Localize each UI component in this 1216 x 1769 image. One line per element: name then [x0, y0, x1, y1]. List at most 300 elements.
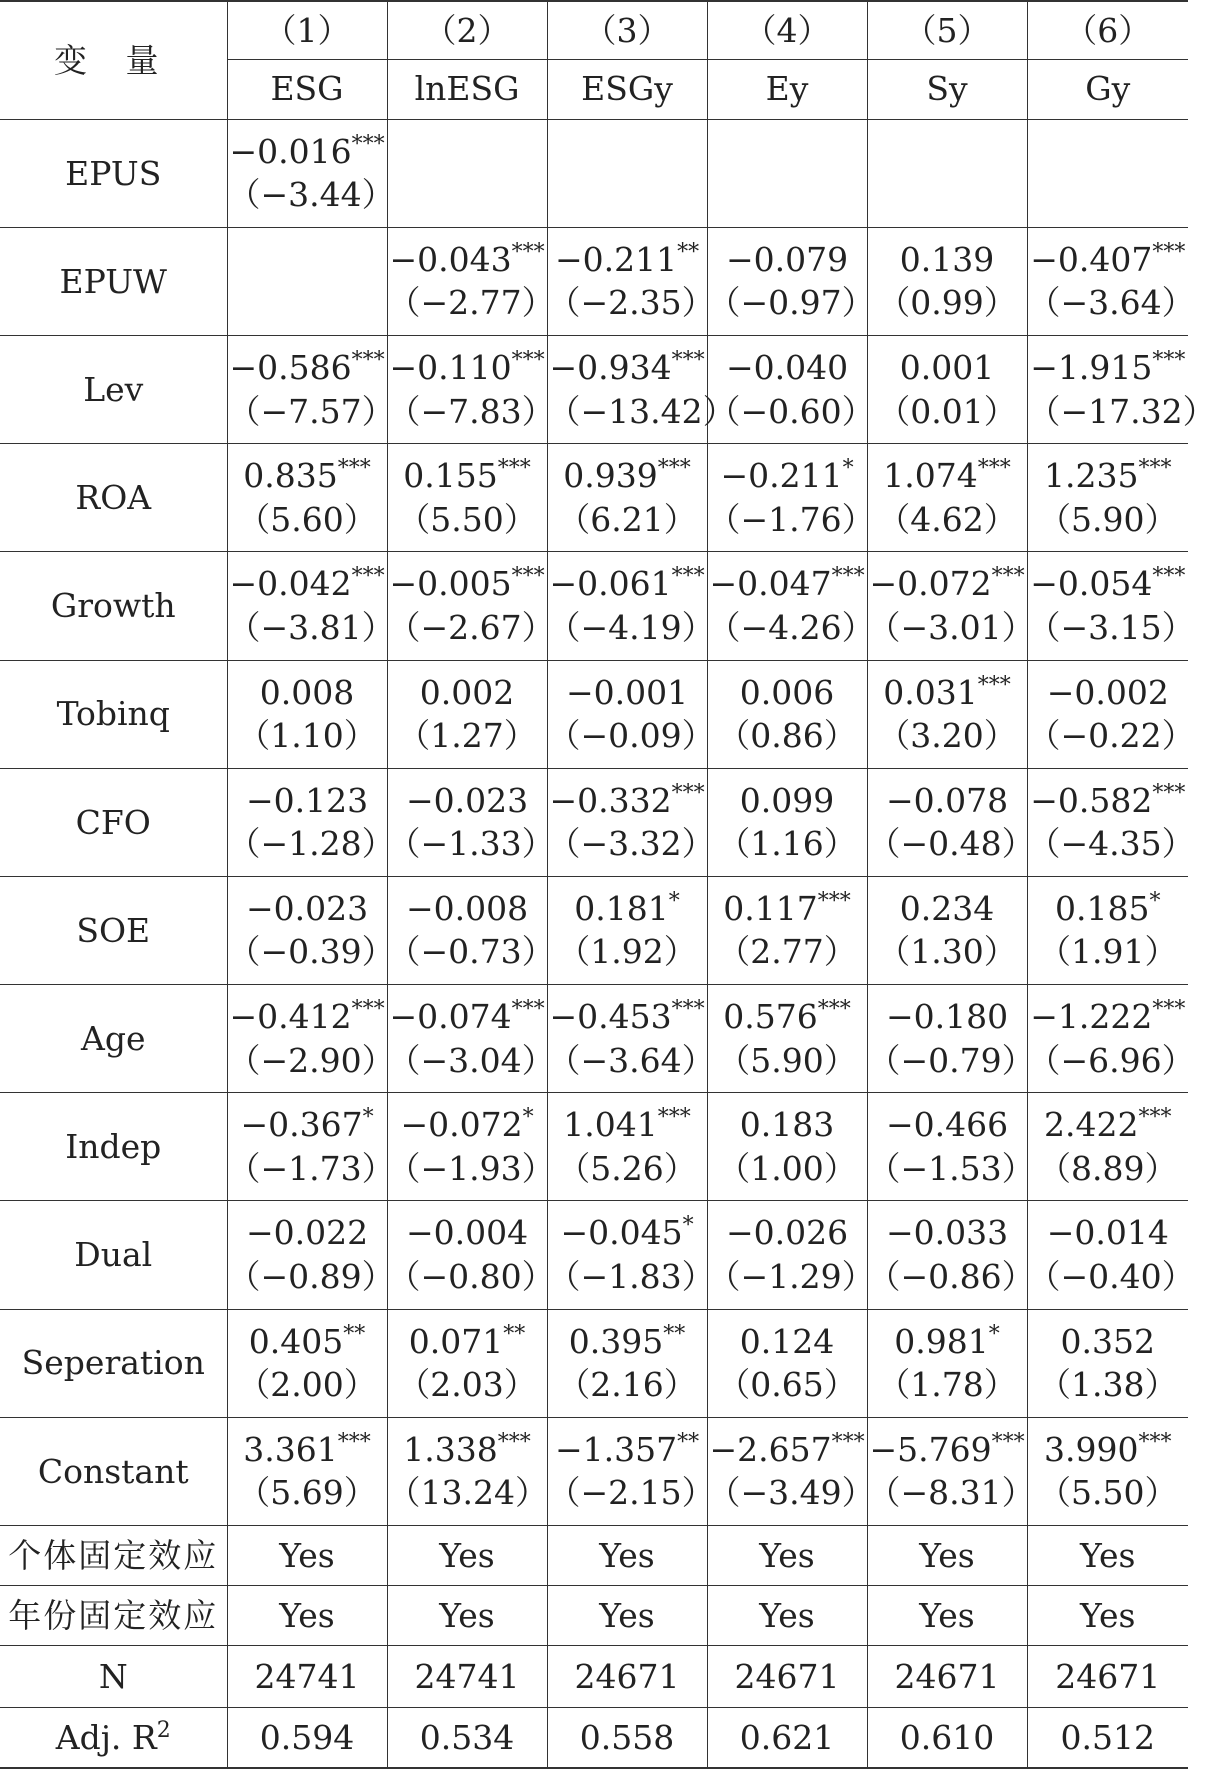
significance-stars: ***	[671, 564, 705, 590]
result-cell	[867, 444, 1027, 552]
variable-name: EPUS	[0, 119, 227, 227]
result-cell	[867, 985, 1035, 1093]
variable-name: Growth	[0, 552, 227, 660]
t-statistic: （2.03）	[397, 1365, 537, 1405]
coefficient	[548, 1428, 707, 1472]
result-cell	[867, 1201, 1035, 1309]
result-cell	[1027, 119, 1188, 227]
coefficient	[1028, 1428, 1189, 1472]
variable-name: EPUW	[0, 227, 227, 335]
footer-value: Yes	[227, 1525, 387, 1585]
coefficient	[388, 1103, 547, 1147]
coefficient-value: 0.139	[899, 239, 995, 279]
t-statistic: （−7.57）	[227, 391, 395, 431]
coefficient	[228, 1320, 387, 1364]
t-statistic: （5.90）	[717, 1040, 857, 1080]
coefficient	[868, 454, 1027, 498]
footer-value: 24741	[387, 1646, 547, 1708]
t-statistic: （5.50）	[1038, 1473, 1178, 1513]
result-cell	[547, 660, 715, 768]
result-cell	[387, 876, 555, 984]
coefficient-value: 2.422	[1044, 1105, 1139, 1145]
table-row	[0, 1093, 1188, 1201]
result-cell	[867, 227, 1027, 335]
coefficient-value: 3.361	[243, 1429, 338, 1469]
t-statistic: （1.27）	[397, 716, 537, 756]
coefficient	[868, 562, 1027, 606]
t-statistic: （−0.89）	[227, 1256, 395, 1296]
result-cell	[227, 1201, 395, 1309]
coefficient-value: −0.043	[389, 239, 512, 279]
result-cell	[227, 336, 395, 444]
coefficient-value: 0.124	[739, 1321, 835, 1361]
result-cell	[1027, 552, 1195, 660]
result-cell	[867, 119, 1027, 227]
significance-stars: ***	[497, 456, 531, 482]
coefficient-value: −0.040	[725, 348, 849, 388]
coefficient-value: −0.054	[1030, 564, 1153, 604]
result-cell	[227, 1093, 395, 1201]
coefficient	[1028, 238, 1189, 282]
coefficient	[388, 1428, 547, 1472]
result-cell	[227, 1417, 387, 1525]
significance-stars: *	[988, 1321, 1000, 1347]
coefficient	[1028, 887, 1189, 931]
result-cell	[547, 1201, 715, 1309]
coefficient-value: −2.657	[709, 1429, 832, 1469]
result-cell	[387, 1201, 555, 1309]
variable-name: CFO	[0, 768, 227, 876]
significance-stars: ***	[831, 1429, 865, 1455]
table-row	[0, 660, 1188, 768]
result-cell	[547, 985, 715, 1093]
footer-value: Yes	[227, 1586, 387, 1646]
t-statistic: （−13.42）	[547, 391, 736, 431]
coefficient	[1028, 454, 1189, 498]
result-cell	[707, 227, 875, 335]
coefficient	[868, 887, 1027, 931]
footer-value: 24671	[1027, 1646, 1188, 1708]
footer-value: 0.594	[227, 1708, 387, 1768]
footer-value: 24671	[867, 1646, 1027, 1708]
result-cell	[707, 1093, 867, 1201]
significance-stars: ***	[1138, 1429, 1172, 1455]
significance-stars: ***	[671, 780, 705, 806]
coefficient	[388, 887, 547, 931]
table-row	[0, 119, 1188, 227]
t-statistic: （0.99）	[877, 283, 1017, 323]
table-row	[0, 985, 1188, 1093]
coefficient	[228, 130, 387, 174]
result-cell	[867, 768, 1035, 876]
variable-name: Tobinq	[0, 660, 227, 768]
t-statistic: （3.20）	[877, 716, 1017, 756]
result-cell	[227, 768, 395, 876]
result-cell	[387, 119, 547, 227]
result-cell	[1027, 660, 1195, 768]
t-statistic: （1.16）	[717, 824, 857, 864]
coefficient	[388, 671, 547, 715]
table-row	[0, 336, 1188, 444]
table-row	[0, 876, 1188, 984]
t-statistic: （1.00）	[717, 1148, 857, 1188]
coefficient	[708, 562, 867, 606]
result-cell	[1027, 444, 1188, 552]
t-statistic: （2.77）	[717, 932, 857, 972]
t-statistic: （−3.01）	[867, 607, 1035, 647]
variable-name: Seperation	[0, 1309, 227, 1417]
col-number: （3）	[547, 1, 707, 59]
coefficient-value: 0.099	[739, 780, 835, 820]
coefficient-value: −0.211	[720, 456, 843, 496]
result-cell	[547, 1309, 707, 1417]
result-cell	[1027, 876, 1188, 984]
coefficient	[1028, 779, 1189, 823]
coefficient-value: 0.981	[894, 1321, 989, 1361]
t-statistic: （5.26）	[557, 1148, 697, 1188]
t-statistic: （−0.40）	[1027, 1256, 1195, 1296]
footer-value: Yes	[707, 1525, 867, 1585]
t-statistic: （−4.26）	[707, 607, 875, 647]
t-statistic: （1.78）	[877, 1365, 1017, 1405]
t-statistic: （−1.83）	[547, 1256, 715, 1296]
significance-stars: *	[682, 1213, 694, 1239]
t-statistic: （−4.19）	[547, 607, 715, 647]
coefficient	[388, 995, 547, 1039]
result-cell	[387, 1093, 555, 1201]
significance-stars: **	[677, 1429, 700, 1455]
coefficient-value: 1.338	[403, 1429, 498, 1469]
coefficient	[228, 779, 387, 823]
significance-stars: ***	[1152, 348, 1186, 374]
t-statistic: （−0.97）	[707, 283, 875, 323]
coefficient-value: 0.234	[899, 888, 995, 928]
significance-stars: ***	[511, 564, 545, 590]
result-cell	[387, 552, 555, 660]
coefficient-value: −0.001	[565, 672, 689, 712]
coefficient-value: 0.183	[739, 1105, 835, 1145]
variable-name: Indep	[0, 1093, 227, 1201]
table-row	[0, 227, 1188, 335]
coefficient	[228, 995, 387, 1039]
coefficient-value: −0.002	[1046, 672, 1169, 712]
t-statistic: （−1.93）	[387, 1148, 555, 1188]
coefficient	[868, 1428, 1027, 1472]
coefficient	[548, 562, 707, 606]
coefficient	[708, 238, 867, 282]
significance-stars: ***	[1152, 997, 1186, 1023]
significance-stars: ***	[351, 348, 385, 374]
significance-stars: ***	[511, 348, 545, 374]
result-cell	[547, 768, 715, 876]
footer-value: 0.512	[1027, 1708, 1188, 1768]
coefficient-value: −1.915	[1030, 348, 1153, 388]
result-cell	[227, 660, 387, 768]
significance-stars: ***	[1152, 564, 1186, 590]
t-statistic: （−1.33）	[387, 824, 555, 864]
coefficient	[548, 454, 707, 498]
coefficient	[228, 454, 387, 498]
t-statistic: （5.60）	[237, 499, 377, 539]
coefficient-value: −0.332	[549, 780, 672, 820]
t-statistic: （−1.76）	[707, 499, 875, 539]
result-cell	[387, 1309, 547, 1417]
coefficient-value: −5.769	[869, 1429, 992, 1469]
col-number: （2）	[387, 1, 547, 59]
significance-stars: ***	[497, 1429, 531, 1455]
footer-value: Yes	[547, 1525, 707, 1585]
coefficient	[1028, 1103, 1189, 1147]
significance-stars: **	[343, 1321, 366, 1347]
coefficient-value: −0.061	[549, 564, 672, 604]
significance-stars: ***	[657, 456, 691, 482]
result-cell	[1027, 985, 1195, 1093]
footer-value: 0.558	[547, 1708, 707, 1768]
t-statistic: （2.16）	[557, 1365, 697, 1405]
coefficient-value: −0.586	[229, 348, 352, 388]
significance-stars: ***	[977, 456, 1011, 482]
t-statistic: （−0.22）	[1027, 716, 1195, 756]
coefficient-value: −0.110	[389, 348, 512, 388]
coefficient	[388, 346, 547, 390]
result-cell	[707, 1309, 867, 1417]
significance-stars: ***	[1152, 780, 1186, 806]
result-cell	[867, 336, 1027, 444]
coefficient-value: −0.016	[229, 131, 352, 171]
adj-r2-row	[0, 1708, 1188, 1768]
col-name: ESG	[227, 59, 387, 119]
t-statistic: （−0.60）	[707, 391, 875, 431]
result-cell	[387, 985, 555, 1093]
result-cell	[1027, 768, 1195, 876]
t-statistic: （5.50）	[397, 499, 537, 539]
coefficient-value: −1.222	[1030, 997, 1153, 1037]
coefficient-value: 0.181	[574, 888, 669, 928]
coefficient	[708, 887, 867, 931]
coefficient-value: 0.001	[899, 348, 995, 388]
result-cell	[867, 1417, 1035, 1525]
coefficient-value: −1.357	[554, 1429, 678, 1469]
coefficient-value: 1.041	[563, 1105, 658, 1145]
coefficient	[1028, 1320, 1189, 1364]
result-cell	[227, 444, 387, 552]
footer-value: Yes	[1027, 1586, 1188, 1646]
col-name: Gy	[1027, 59, 1188, 119]
result-cell	[387, 1417, 547, 1525]
t-statistic: （−17.32）	[1027, 391, 1216, 431]
result-cell	[867, 1093, 1035, 1201]
t-statistic: （5.90）	[1038, 499, 1178, 539]
coefficient-value: 0.835	[243, 456, 338, 496]
result-cell	[547, 119, 707, 227]
t-statistic: （−1.73）	[227, 1148, 395, 1188]
coefficient-value: −0.453	[549, 997, 672, 1037]
t-statistic: （1.10）	[237, 716, 377, 756]
coefficient-value: 1.074	[883, 456, 978, 496]
col-number: （1）	[227, 1, 387, 59]
significance-stars: ***	[1138, 456, 1172, 482]
result-cell	[867, 660, 1027, 768]
t-statistic: （−0.39）	[227, 932, 395, 972]
t-statistic: （0.86）	[717, 716, 857, 756]
t-statistic: （−1.53）	[867, 1148, 1035, 1188]
result-cell	[1027, 1201, 1195, 1309]
coefficient	[868, 238, 1027, 282]
table-row	[0, 552, 1188, 660]
coefficient-value: −0.078	[885, 780, 1009, 820]
significance-stars: ***	[1152, 239, 1186, 265]
footer-value: Yes	[547, 1586, 707, 1646]
col-number: （5）	[867, 1, 1027, 59]
result-cell	[707, 444, 875, 552]
coefficient	[228, 562, 387, 606]
row-label: N	[0, 1646, 227, 1708]
t-statistic: （2.00）	[237, 1365, 377, 1405]
coefficient-value: 0.031	[883, 672, 978, 712]
result-cell	[867, 552, 1035, 660]
footer-value: 24671	[707, 1646, 867, 1708]
coefficient	[548, 238, 707, 282]
coefficient-value: −0.466	[885, 1105, 1009, 1145]
coefficient	[228, 887, 387, 931]
coefficient	[708, 1211, 867, 1255]
result-cell	[867, 1309, 1027, 1417]
coefficient	[388, 1211, 547, 1255]
coefficient-value: 0.006	[739, 672, 835, 712]
significance-stars: ***	[351, 131, 385, 157]
t-statistic: （1.38）	[1038, 1365, 1178, 1405]
footer-value: Yes	[867, 1586, 1027, 1646]
coefficient-value: 0.185	[1055, 888, 1150, 928]
observations-row	[0, 1646, 1188, 1708]
coefficient-value: 0.002	[419, 672, 515, 712]
footer-value: 0.534	[387, 1708, 547, 1768]
result-cell	[547, 1093, 707, 1201]
t-statistic: （−3.81）	[227, 607, 395, 647]
coefficient-value: 0.395	[568, 1321, 664, 1361]
coefficient	[388, 454, 547, 498]
coefficient-value: −0.582	[1030, 780, 1153, 820]
t-statistic: （6.21）	[557, 499, 697, 539]
result-cell	[387, 227, 555, 335]
coefficient	[228, 1103, 387, 1147]
t-statistic: （1.30）	[877, 932, 1017, 972]
coefficient-value: −0.004	[405, 1213, 529, 1253]
coefficient	[868, 995, 1027, 1039]
t-statistic: （−8.31）	[867, 1473, 1035, 1513]
coefficient	[548, 1320, 707, 1364]
significance-stars: ***	[511, 239, 545, 265]
coefficient-value: 0.008	[259, 672, 355, 712]
coefficient	[708, 1428, 867, 1472]
table-row	[0, 444, 1188, 552]
significance-stars: ***	[657, 1105, 691, 1131]
coefficient-value: 0.576	[723, 997, 818, 1037]
coefficient	[228, 1428, 387, 1472]
coefficient	[708, 1320, 867, 1364]
significance-stars: ***	[351, 564, 385, 590]
coefficient-value: −0.123	[245, 780, 369, 820]
coefficient-value: −0.934	[549, 348, 672, 388]
result-cell	[707, 876, 867, 984]
result-cell	[707, 1201, 875, 1309]
coefficient-value: 0.155	[403, 456, 498, 496]
result-cell	[1027, 336, 1216, 444]
t-statistic: （−1.29）	[707, 1256, 875, 1296]
result-cell	[547, 1417, 715, 1525]
col-name: Ey	[707, 59, 867, 119]
coefficient-value: −0.047	[709, 564, 832, 604]
t-statistic: （−0.09）	[547, 716, 715, 756]
coefficient-value: −0.211	[554, 239, 678, 279]
coefficient-value: −0.014	[1046, 1213, 1169, 1253]
t-statistic: （−2.77）	[387, 283, 555, 323]
result-cell	[227, 876, 395, 984]
t-statistic: （−0.80）	[387, 1256, 555, 1296]
t-statistic: （1.91）	[1038, 932, 1178, 972]
result-cell	[387, 768, 555, 876]
t-statistic: （−4.35）	[1027, 824, 1195, 864]
coefficient	[868, 671, 1027, 715]
significance-stars: *	[522, 1105, 534, 1131]
t-statistic: （−3.04）	[387, 1040, 555, 1080]
result-cell	[387, 444, 547, 552]
coefficient	[548, 887, 707, 931]
coefficient	[708, 346, 867, 390]
coefficient-value: 0.939	[563, 456, 658, 496]
t-statistic: （−3.49）	[707, 1473, 875, 1513]
row-label	[0, 1708, 227, 1768]
coefficient-value: −0.033	[885, 1213, 1009, 1253]
significance-stars: **	[503, 1321, 526, 1347]
col-number: （4）	[707, 1, 867, 59]
footer-value: 24671	[547, 1646, 707, 1708]
significance-stars: *	[362, 1105, 374, 1131]
coefficient	[868, 1320, 1027, 1364]
coefficient	[868, 346, 1027, 390]
coefficient	[1028, 562, 1189, 606]
result-cell	[707, 552, 875, 660]
coefficient	[548, 1211, 707, 1255]
fixed-effect-year-row	[0, 1586, 1188, 1646]
table-row	[0, 768, 1188, 876]
significance-stars: *	[842, 456, 854, 482]
adj-r2-label: Adj. R	[55, 1717, 157, 1757]
significance-stars: ***	[351, 997, 385, 1023]
coefficient-value: 0.117	[723, 888, 818, 928]
coefficient-value: −0.367	[240, 1105, 363, 1145]
variable-name: Constant	[0, 1417, 227, 1525]
significance-stars: ***	[817, 997, 851, 1023]
significance-stars: ***	[831, 564, 865, 590]
result-cell	[227, 985, 395, 1093]
coefficient-value: −0.042	[229, 564, 352, 604]
coefficient	[548, 346, 707, 390]
table-row	[0, 1417, 1188, 1525]
coefficient	[868, 1211, 1027, 1255]
result-cell	[707, 336, 875, 444]
coefficient-value: −0.023	[405, 780, 529, 820]
result-cell	[707, 768, 867, 876]
fixed-effect-individual-row	[0, 1525, 1188, 1585]
table-row	[0, 1309, 1188, 1417]
coefficient	[868, 779, 1027, 823]
t-statistic: （8.89）	[1038, 1148, 1178, 1188]
t-statistic: （−2.35）	[547, 283, 715, 323]
coefficient	[548, 779, 707, 823]
t-statistic: （0.65）	[717, 1365, 857, 1405]
significance-stars: **	[677, 239, 700, 265]
